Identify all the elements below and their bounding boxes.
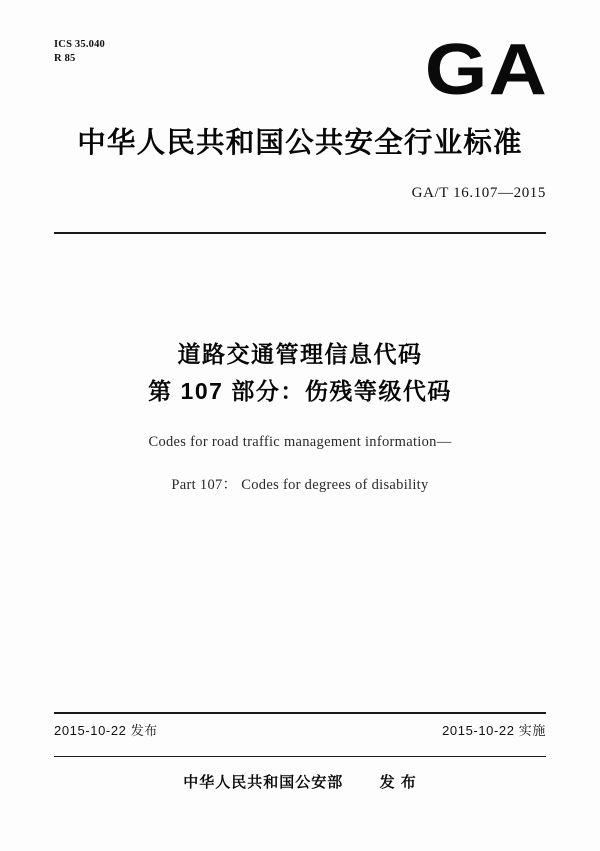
publisher-block [0, 771, 600, 792]
date-row [54, 720, 546, 739]
ga-logo: GA [424, 30, 548, 110]
publisher-name: 中华人民共和国公安部 [183, 774, 344, 791]
implementation-date: 2015-10-22 实施 [442, 723, 546, 738]
divider-footer [54, 756, 546, 757]
title-chinese-line-2: 第 107 部分：伤残等级代码 [148, 378, 452, 405]
ics-code: ICS 35.040 [54, 39, 106, 50]
standard-header-title: 中华人民共和国公共安全行业标准 [77, 127, 523, 159]
ics-classification: R 85 [54, 53, 76, 65]
title-block [0, 336, 600, 497]
title-english-line-1: Codes for road traffic management information— [148, 433, 452, 450]
divider-top [54, 232, 546, 234]
publisher-action: 发 布 [379, 774, 417, 791]
ics-block [54, 38, 105, 66]
title-english-line-2: Part 107： Codes for degrees of disability [171, 476, 429, 493]
title-chinese-line-1: 道路交通管理信息代码 [177, 341, 423, 367]
issue-date: 2015-10-22 发布 [54, 723, 158, 738]
standard-number: GA/T 16.107—2015 [411, 185, 546, 201]
divider-bottom [54, 712, 546, 714]
